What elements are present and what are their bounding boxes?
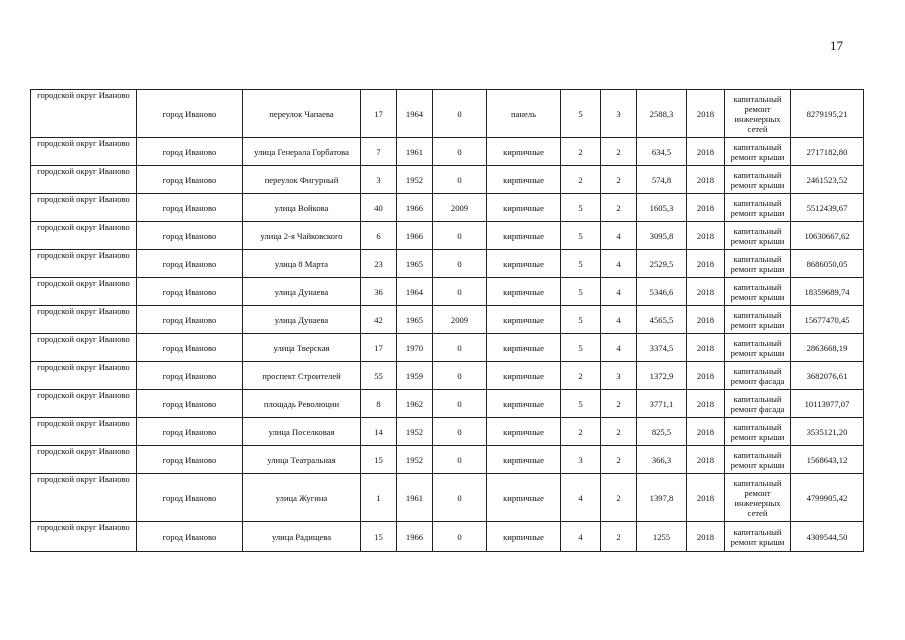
cell-district: городской округ Иваново bbox=[31, 250, 137, 278]
cell-material: кирпичные bbox=[487, 362, 561, 390]
cell-material: кирпичные bbox=[487, 166, 561, 194]
cell-renovation: 0 bbox=[433, 90, 487, 138]
cell-entrances: 4 bbox=[601, 334, 637, 362]
table-row bbox=[31, 446, 864, 474]
cell-entrances: 2 bbox=[601, 390, 637, 418]
cell-built: 1965 bbox=[397, 250, 433, 278]
cell-year: 2018 bbox=[687, 278, 725, 306]
cell-renovation: 0 bbox=[433, 166, 487, 194]
cell-floors: 5 bbox=[561, 194, 601, 222]
cell-material: кирпичные bbox=[487, 390, 561, 418]
cell-street: улица Дунаева bbox=[243, 306, 361, 334]
cell-street: улица Жугина bbox=[243, 474, 361, 522]
cell-entrances: 2 bbox=[601, 194, 637, 222]
cell-work-type: капитальный ремонт крыши bbox=[725, 138, 791, 166]
cell-cost: 15677470,45 bbox=[791, 306, 864, 334]
cell-area: 3095,8 bbox=[637, 222, 687, 250]
cell-entrances: 4 bbox=[601, 222, 637, 250]
cell-entrances: 3 bbox=[601, 90, 637, 138]
cell-house: 40 bbox=[361, 194, 397, 222]
table-row bbox=[31, 222, 864, 250]
cell-district: городской округ Иваново bbox=[31, 194, 137, 222]
cell-work-type: капитальный ремонт крыши bbox=[725, 278, 791, 306]
cell-year: 2018 bbox=[687, 334, 725, 362]
cell-entrances: 2 bbox=[601, 166, 637, 194]
cell-cost: 2461523,52 bbox=[791, 166, 864, 194]
cell-built: 1952 bbox=[397, 418, 433, 446]
cell-cost: 10113977,07 bbox=[791, 390, 864, 418]
cell-material: кирпичные bbox=[487, 334, 561, 362]
cell-floors: 5 bbox=[561, 306, 601, 334]
cell-renovation: 0 bbox=[433, 390, 487, 418]
cell-floors: 2 bbox=[561, 418, 601, 446]
cell-floors: 5 bbox=[561, 250, 601, 278]
cell-cost: 8279195,21 bbox=[791, 90, 864, 138]
cell-district: городской округ Иваново bbox=[31, 166, 137, 194]
cell-cost: 10630667,62 bbox=[791, 222, 864, 250]
cell-entrances: 2 bbox=[601, 446, 637, 474]
cell-material: кирпичные bbox=[487, 138, 561, 166]
cell-floors: 2 bbox=[561, 138, 601, 166]
cell-house: 15 bbox=[361, 522, 397, 552]
cell-floors: 2 bbox=[561, 166, 601, 194]
cell-work-type: капитальный ремонт крыши bbox=[725, 306, 791, 334]
cell-work-type: капитальный ремонт фасада bbox=[725, 390, 791, 418]
cell-floors: 4 bbox=[561, 474, 601, 522]
cell-material: кирпичные bbox=[487, 306, 561, 334]
cell-entrances: 2 bbox=[601, 138, 637, 166]
cell-built: 1952 bbox=[397, 166, 433, 194]
cell-year: 2018 bbox=[687, 222, 725, 250]
cell-year: 2018 bbox=[687, 446, 725, 474]
cell-city: город Иваново bbox=[137, 362, 243, 390]
table-row bbox=[31, 474, 864, 522]
cell-work-type: капитальный ремонт крыши bbox=[725, 418, 791, 446]
cell-district: городской округ Иваново bbox=[31, 390, 137, 418]
cell-house: 23 bbox=[361, 250, 397, 278]
cell-street: проспект Строителей bbox=[243, 362, 361, 390]
cell-street: улица Дунаева bbox=[243, 278, 361, 306]
cell-floors: 2 bbox=[561, 362, 601, 390]
cell-area: 4565,5 bbox=[637, 306, 687, 334]
cell-cost: 1568643,12 bbox=[791, 446, 864, 474]
table-row bbox=[31, 362, 864, 390]
cell-house: 3 bbox=[361, 166, 397, 194]
cell-area: 366,3 bbox=[637, 446, 687, 474]
cell-city: город Иваново bbox=[137, 418, 243, 446]
cell-work-type: капитальный ремонт крыши bbox=[725, 166, 791, 194]
cell-year: 2018 bbox=[687, 90, 725, 138]
cell-street: улица Поселковая bbox=[243, 418, 361, 446]
cell-year: 2018 bbox=[687, 474, 725, 522]
cell-city: город Иваново bbox=[137, 278, 243, 306]
cell-city: город Иваново bbox=[137, 166, 243, 194]
cell-street: переулок Чапаева bbox=[243, 90, 361, 138]
cell-material: кирпичные bbox=[487, 446, 561, 474]
cell-cost: 2863668,19 bbox=[791, 334, 864, 362]
cell-area: 3771,1 bbox=[637, 390, 687, 418]
cell-floors: 5 bbox=[561, 334, 601, 362]
cell-material: кирпичные bbox=[487, 474, 561, 522]
cell-entrances: 2 bbox=[601, 522, 637, 552]
cell-cost: 5512439,67 bbox=[791, 194, 864, 222]
cell-area: 1397,8 bbox=[637, 474, 687, 522]
cell-renovation: 2009 bbox=[433, 306, 487, 334]
cell-city: город Иваново bbox=[137, 222, 243, 250]
cell-material: кирпичные bbox=[487, 278, 561, 306]
cell-built: 1966 bbox=[397, 522, 433, 552]
cell-renovation: 0 bbox=[433, 334, 487, 362]
cell-floors: 5 bbox=[561, 278, 601, 306]
cell-cost: 4799905,42 bbox=[791, 474, 864, 522]
cell-built: 1962 bbox=[397, 390, 433, 418]
cell-built: 1964 bbox=[397, 90, 433, 138]
cell-work-type: капитальный ремонт крыши bbox=[725, 194, 791, 222]
cell-renovation: 0 bbox=[433, 474, 487, 522]
cell-house: 17 bbox=[361, 90, 397, 138]
cell-area: 3374,5 bbox=[637, 334, 687, 362]
cell-year: 2018 bbox=[687, 418, 725, 446]
cell-district: городской округ Иваново bbox=[31, 362, 137, 390]
table-row bbox=[31, 418, 864, 446]
cell-built: 1961 bbox=[397, 474, 433, 522]
table-row bbox=[31, 194, 864, 222]
cell-house: 36 bbox=[361, 278, 397, 306]
cell-street: улица Театральная bbox=[243, 446, 361, 474]
cell-house: 1 bbox=[361, 474, 397, 522]
cell-house: 15 bbox=[361, 446, 397, 474]
cell-house: 8 bbox=[361, 390, 397, 418]
cell-floors: 3 bbox=[561, 446, 601, 474]
table-row bbox=[31, 334, 864, 362]
cell-work-type: капитальный ремонт инженерных сетей bbox=[725, 474, 791, 522]
cell-street: улица Тверская bbox=[243, 334, 361, 362]
cell-district: городской округ Иваново bbox=[31, 278, 137, 306]
cell-renovation: 0 bbox=[433, 362, 487, 390]
cell-renovation: 0 bbox=[433, 250, 487, 278]
cell-renovation: 0 bbox=[433, 418, 487, 446]
cell-entrances: 4 bbox=[601, 250, 637, 278]
cell-house: 42 bbox=[361, 306, 397, 334]
cell-floors: 5 bbox=[561, 90, 601, 138]
cell-city: город Иваново bbox=[137, 446, 243, 474]
cell-work-type: капитальный ремонт крыши bbox=[725, 446, 791, 474]
table-row bbox=[31, 250, 864, 278]
cell-street: площадь Революции bbox=[243, 390, 361, 418]
cell-renovation: 0 bbox=[433, 222, 487, 250]
cell-year: 2018 bbox=[687, 522, 725, 552]
cell-house: 7 bbox=[361, 138, 397, 166]
cell-entrances: 4 bbox=[601, 278, 637, 306]
cell-built: 1952 bbox=[397, 446, 433, 474]
cell-cost: 18359689,74 bbox=[791, 278, 864, 306]
cell-city: город Иваново bbox=[137, 194, 243, 222]
cell-floors: 4 bbox=[561, 522, 601, 552]
cell-district: городской округ Иваново bbox=[31, 90, 137, 138]
cell-renovation: 0 bbox=[433, 446, 487, 474]
cell-district: городской округ Иваново bbox=[31, 474, 137, 522]
cell-material: кирпичные bbox=[487, 194, 561, 222]
cell-renovation: 2009 bbox=[433, 194, 487, 222]
cell-entrances: 2 bbox=[601, 418, 637, 446]
cell-material: кирпичные bbox=[487, 418, 561, 446]
cell-street: улица 2-я Чайковского bbox=[243, 222, 361, 250]
cell-house: 14 bbox=[361, 418, 397, 446]
cell-area: 825,5 bbox=[637, 418, 687, 446]
cell-built: 1966 bbox=[397, 194, 433, 222]
cell-district: городской округ Иваново bbox=[31, 522, 137, 552]
cell-work-type: капитальный ремонт крыши bbox=[725, 522, 791, 552]
cell-year: 2018 bbox=[687, 362, 725, 390]
cell-area: 5346,6 bbox=[637, 278, 687, 306]
cell-work-type: капитальный ремонт фасада bbox=[725, 362, 791, 390]
cell-district: городской округ Иваново bbox=[31, 222, 137, 250]
cell-area: 2529,5 bbox=[637, 250, 687, 278]
cell-cost: 4309544,50 bbox=[791, 522, 864, 552]
cell-entrances: 3 bbox=[601, 362, 637, 390]
cell-entrances: 4 bbox=[601, 306, 637, 334]
cell-area: 1372,9 bbox=[637, 362, 687, 390]
cell-house: 55 bbox=[361, 362, 397, 390]
cell-renovation: 0 bbox=[433, 138, 487, 166]
cell-city: город Иваново bbox=[137, 250, 243, 278]
cell-material: кирпичные bbox=[487, 222, 561, 250]
cell-district: городской округ Иваново bbox=[31, 138, 137, 166]
cell-built: 1964 bbox=[397, 278, 433, 306]
cell-district: городской округ Иваново bbox=[31, 306, 137, 334]
cell-built: 1970 bbox=[397, 334, 433, 362]
table-row bbox=[31, 522, 864, 552]
cell-work-type: капитальный ремонт крыши bbox=[725, 334, 791, 362]
cell-city: город Иваново bbox=[137, 306, 243, 334]
cell-city: город Иваново bbox=[137, 522, 243, 552]
cell-built: 1959 bbox=[397, 362, 433, 390]
cell-year: 2018 bbox=[687, 138, 725, 166]
housing-repair-table bbox=[30, 89, 864, 552]
cell-renovation: 0 bbox=[433, 522, 487, 552]
cell-built: 1965 bbox=[397, 306, 433, 334]
cell-cost: 8686050,05 bbox=[791, 250, 864, 278]
cell-material: панель bbox=[487, 90, 561, 138]
cell-city: город Иваново bbox=[137, 90, 243, 138]
cell-year: 2018 bbox=[687, 390, 725, 418]
cell-street: улица Войкова bbox=[243, 194, 361, 222]
cell-street: улица 8 Марта bbox=[243, 250, 361, 278]
table-row bbox=[31, 138, 864, 166]
cell-work-type: капитальный ремонт крыши bbox=[725, 222, 791, 250]
cell-area: 574,8 bbox=[637, 166, 687, 194]
cell-city: город Иваново bbox=[137, 390, 243, 418]
cell-street: улица Генерала Горбатова bbox=[243, 138, 361, 166]
cell-renovation: 0 bbox=[433, 278, 487, 306]
cell-area: 634,5 bbox=[637, 138, 687, 166]
cell-street: улица Радищева bbox=[243, 522, 361, 552]
table-row bbox=[31, 306, 864, 334]
cell-area: 2588,3 bbox=[637, 90, 687, 138]
cell-district: городской округ Иваново bbox=[31, 418, 137, 446]
cell-cost: 3682076,61 bbox=[791, 362, 864, 390]
cell-entrances: 2 bbox=[601, 474, 637, 522]
cell-year: 2018 bbox=[687, 306, 725, 334]
cell-year: 2018 bbox=[687, 166, 725, 194]
cell-city: город Иваново bbox=[137, 334, 243, 362]
cell-area: 1255 bbox=[637, 522, 687, 552]
table-row bbox=[31, 166, 864, 194]
cell-built: 1961 bbox=[397, 138, 433, 166]
page-number: 17 bbox=[830, 38, 843, 53]
table-row bbox=[31, 90, 864, 138]
cell-work-type: капитальный ремонт инженерных сетей bbox=[725, 90, 791, 138]
cell-material: кирпичные bbox=[487, 250, 561, 278]
cell-city: город Иваново bbox=[137, 474, 243, 522]
cell-area: 1605,3 bbox=[637, 194, 687, 222]
cell-year: 2018 bbox=[687, 250, 725, 278]
cell-cost: 3535121,20 bbox=[791, 418, 864, 446]
cell-year: 2018 bbox=[687, 194, 725, 222]
cell-built: 1966 bbox=[397, 222, 433, 250]
table-row bbox=[31, 390, 864, 418]
cell-city: город Иваново bbox=[137, 138, 243, 166]
cell-house: 17 bbox=[361, 334, 397, 362]
cell-cost: 2717182,80 bbox=[791, 138, 864, 166]
cell-district: городской округ Иваново bbox=[31, 446, 137, 474]
cell-floors: 5 bbox=[561, 222, 601, 250]
cell-work-type: капитальный ремонт крыши bbox=[725, 250, 791, 278]
table-row bbox=[31, 278, 864, 306]
cell-street: переулок Фигурный bbox=[243, 166, 361, 194]
cell-district: городской округ Иваново bbox=[31, 334, 137, 362]
cell-house: 6 bbox=[361, 222, 397, 250]
cell-floors: 5 bbox=[561, 390, 601, 418]
cell-material: кирпичные bbox=[487, 522, 561, 552]
